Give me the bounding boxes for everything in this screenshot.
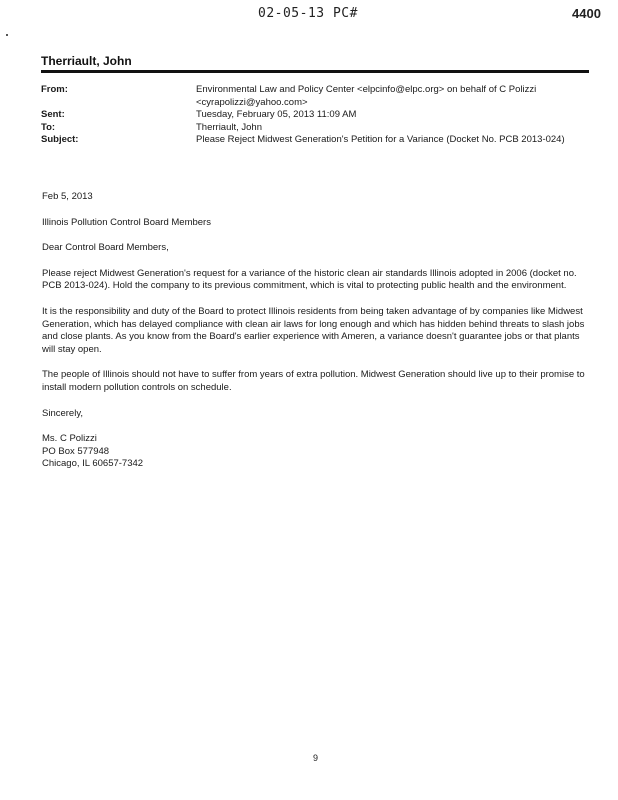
letter-paragraph-3: The people of Illinois should not have to suffer from years of extra pollution. Midwest Generation should live up to their promise to install modern pollution controls on schedule. (42, 369, 585, 393)
document-id-number: 4400 (572, 6, 601, 21)
from-value (196, 84, 601, 109)
signature-address-line-2: Chicago, IL 60657-7342 (42, 458, 144, 470)
to-value: Therriault, John (196, 121, 263, 133)
from-row (41, 84, 601, 109)
email-headers (41, 84, 601, 147)
subject-row (41, 134, 601, 147)
letter-paragraph-1: Please reject Midwest Generation's request for a variance of the historic clean air standards Illinois adopted in 2006 (docket no. PCB 2013-024). Hold the company to its previous commitment, which is vital to protecting public health and the environment. (42, 267, 577, 292)
signature-address-line-1: PO Box 577948 (42, 445, 110, 457)
recipient-name-heading: Therriault, John (41, 54, 132, 68)
letter-paragraph-2: It is the responsibility and duty of the Board to protect Illinois residents from being taken advantage of by companies like Midwest Generation, which has delayed compliance with clean air laws for long enough and which has hidden behind threats to slash jobs and close plants. As you know from the Board's earlier experience with Ameren, a variance doesn't guarantee jobs or that plants will stay open. (42, 305, 585, 355)
from-value-line-1: Environmental Law and Policy Center <elpcinfo@elpc.org> on behalf of C Polizzi (196, 84, 537, 95)
sent-label: Sent: (41, 109, 65, 120)
from-value-line-2: <cyrapolizzi@yahoo.com> (196, 96, 308, 108)
subject-value: Please Reject Midwest Generation's Petition for a Variance (Docket No. PCB 2013-024) (196, 134, 565, 145)
header-divider (41, 70, 589, 73)
to-row (41, 122, 601, 135)
sent-row (41, 109, 601, 122)
signature-name: Ms. C Polizzi (42, 433, 97, 445)
subject-label: Subject: (41, 134, 79, 145)
letter-salutation: Dear Control Board Members, (42, 242, 169, 254)
scan-speck (6, 34, 8, 36)
sent-value: Tuesday, February 05, 2013 11:09 AM (196, 109, 357, 120)
letter-date: Feb 5, 2013 (42, 191, 93, 202)
letter-closing: Sincerely, (42, 407, 84, 419)
signature-block (42, 433, 592, 471)
received-date-stamp: 02-05-13 PC# (258, 6, 358, 21)
from-label: From: (41, 84, 68, 95)
letter-addressee: Illinois Pollution Control Board Members (42, 216, 211, 228)
letter-body (42, 191, 592, 484)
page-number: 9 (313, 753, 319, 763)
to-label: To: (41, 121, 56, 133)
